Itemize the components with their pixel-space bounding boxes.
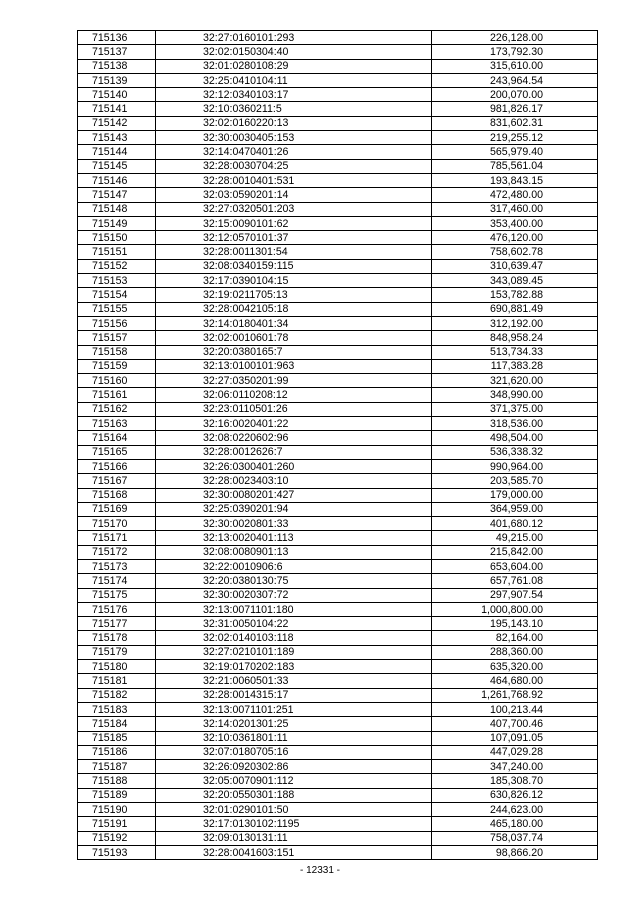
table-row (78, 431, 598, 445)
cadastral-number-cell: 32:28:0010401:531 (156, 173, 432, 187)
table-row (78, 645, 598, 659)
amount-cell: 513,734.33 (432, 345, 598, 359)
table-row (78, 545, 598, 559)
amount-cell: 107,091.05 (432, 731, 598, 745)
cadastral-number-cell: 32:16:0020401:22 (156, 417, 432, 431)
amount-cell: 536,338.32 (432, 445, 598, 459)
record-number-cell: 715140 (78, 88, 156, 102)
record-number-cell: 715186 (78, 745, 156, 759)
record-number-cell: 715180 (78, 660, 156, 674)
record-number-cell: 715183 (78, 702, 156, 716)
cadastral-number-cell: 32:30:0030405:153 (156, 131, 432, 145)
cadastral-number-cell: 32:17:0130102:1195 (156, 817, 432, 831)
amount-cell: 318,536.00 (432, 417, 598, 431)
amount-cell: 321,620.00 (432, 374, 598, 388)
cadastral-number-cell: 32:01:0280108:29 (156, 59, 432, 73)
cadastral-number-cell: 32:28:0014315:17 (156, 688, 432, 702)
cadastral-number-cell: 32:01:0290101:50 (156, 803, 432, 817)
record-number-cell: 715153 (78, 274, 156, 288)
cadastral-number-cell: 32:02:0140103:118 (156, 631, 432, 645)
table-row (78, 116, 598, 130)
data-table (77, 30, 598, 860)
table-row (78, 617, 598, 631)
record-number-cell: 715177 (78, 617, 156, 631)
table-row (78, 631, 598, 645)
cadastral-number-cell: 32:27:0350201:99 (156, 374, 432, 388)
table-row (78, 245, 598, 259)
table-row (78, 760, 598, 774)
record-number-cell: 715155 (78, 302, 156, 316)
record-number-cell: 715175 (78, 588, 156, 602)
record-number-cell: 715165 (78, 445, 156, 459)
table-row (78, 302, 598, 316)
record-number-cell: 715161 (78, 388, 156, 402)
amount-cell: 195,143.10 (432, 617, 598, 631)
table-row (78, 774, 598, 788)
record-number-cell: 715159 (78, 359, 156, 373)
amount-cell: 315,610.00 (432, 59, 598, 73)
cadastral-number-cell: 32:13:0071101:251 (156, 702, 432, 716)
amount-cell: 185,308.70 (432, 774, 598, 788)
table-row (78, 202, 598, 216)
amount-cell: 401,680.12 (432, 517, 598, 531)
table-row (78, 259, 598, 273)
amount-cell: 179,000.00 (432, 488, 598, 502)
record-number-cell: 715156 (78, 316, 156, 330)
record-number-cell: 715162 (78, 402, 156, 416)
amount-cell: 317,460.00 (432, 202, 598, 216)
amount-cell: 464,680.00 (432, 674, 598, 688)
cadastral-number-cell: 32:28:0030704:25 (156, 159, 432, 173)
table-row (78, 417, 598, 431)
amount-cell: 758,037.74 (432, 831, 598, 845)
record-number-cell: 715139 (78, 73, 156, 87)
record-number-cell: 715154 (78, 288, 156, 302)
record-number-cell: 715141 (78, 102, 156, 116)
cadastral-number-cell: 32:02:0150304:40 (156, 45, 432, 59)
cadastral-number-cell: 32:26:0300401:260 (156, 459, 432, 473)
amount-cell: 153,782.88 (432, 288, 598, 302)
amount-cell: 353,400.00 (432, 216, 598, 230)
record-number-cell: 715181 (78, 674, 156, 688)
table-row (78, 574, 598, 588)
record-number-cell: 715143 (78, 131, 156, 145)
amount-cell: 657,761.08 (432, 574, 598, 588)
table-row (78, 216, 598, 230)
table-row (78, 588, 598, 602)
record-number-cell: 715152 (78, 259, 156, 273)
amount-cell: 848,958.24 (432, 331, 598, 345)
cadastral-number-cell: 32:28:0023403:10 (156, 474, 432, 488)
amount-cell: 203,585.70 (432, 474, 598, 488)
table-row (78, 88, 598, 102)
table-row (78, 374, 598, 388)
page-number: - 12331 - (299, 865, 341, 876)
table-row (78, 145, 598, 159)
record-number-cell: 715173 (78, 559, 156, 573)
record-number-cell: 715169 (78, 502, 156, 516)
record-number-cell: 715150 (78, 231, 156, 245)
cadastral-number-cell: 32:14:0470401:26 (156, 145, 432, 159)
amount-cell: 990,964.00 (432, 459, 598, 473)
amount-cell: 173,792.30 (432, 45, 598, 59)
amount-cell: 215,842.00 (432, 545, 598, 559)
amount-cell: 347,240.00 (432, 760, 598, 774)
table-row (78, 474, 598, 488)
record-number-cell: 715184 (78, 717, 156, 731)
amount-cell: 200,070.00 (432, 88, 598, 102)
table-row (78, 517, 598, 531)
table-row (78, 445, 598, 459)
record-number-cell: 715137 (78, 45, 156, 59)
record-number-cell: 715144 (78, 145, 156, 159)
amount-cell: 407,700.46 (432, 717, 598, 731)
cadastral-number-cell: 32:30:0020307:72 (156, 588, 432, 602)
amount-cell: 472,480.00 (432, 188, 598, 202)
record-number-cell: 715167 (78, 474, 156, 488)
amount-cell: 1,261,768.92 (432, 688, 598, 702)
amount-cell: 348,990.00 (432, 388, 598, 402)
cadastral-number-cell: 32:27:0210101:189 (156, 645, 432, 659)
record-number-cell: 715187 (78, 760, 156, 774)
record-number-cell: 715163 (78, 417, 156, 431)
record-number-cell: 715158 (78, 345, 156, 359)
record-number-cell: 715176 (78, 602, 156, 616)
table-row (78, 388, 598, 402)
table-row (78, 345, 598, 359)
amount-cell: 630,826.12 (432, 788, 598, 802)
amount-cell: 193,843.15 (432, 173, 598, 187)
amount-cell: 653,604.00 (432, 559, 598, 573)
cadastral-number-cell: 32:08:0080901:13 (156, 545, 432, 559)
cadastral-number-cell: 32:28:0011301:54 (156, 245, 432, 259)
cadastral-number-cell: 32:14:0180401:34 (156, 316, 432, 330)
record-number-cell: 715174 (78, 574, 156, 588)
amount-cell: 343,089.45 (432, 274, 598, 288)
record-number-cell: 715188 (78, 774, 156, 788)
table-row (78, 674, 598, 688)
record-number-cell: 715190 (78, 803, 156, 817)
cadastral-number-cell: 32:28:0012626:7 (156, 445, 432, 459)
amount-cell: 312,192.00 (432, 316, 598, 330)
table-row (78, 702, 598, 716)
table-row (78, 173, 598, 187)
record-number-cell: 715138 (78, 59, 156, 73)
amount-cell: 297,907.54 (432, 588, 598, 602)
record-number-cell: 715193 (78, 845, 156, 859)
table-row (78, 359, 598, 373)
cadastral-number-cell: 32:20:0380165:7 (156, 345, 432, 359)
record-number-cell: 715166 (78, 459, 156, 473)
amount-cell: 758,602.78 (432, 245, 598, 259)
amount-cell: 226,128.00 (432, 31, 598, 45)
cadastral-number-cell: 32:07:0180705:16 (156, 745, 432, 759)
amount-cell: 117,383.28 (432, 359, 598, 373)
record-number-cell: 715164 (78, 431, 156, 445)
amount-cell: 465,180.00 (432, 817, 598, 831)
record-number-cell: 715178 (78, 631, 156, 645)
record-number-cell: 715136 (78, 31, 156, 45)
table-row (78, 402, 598, 416)
record-number-cell: 715151 (78, 245, 156, 259)
amount-cell: 690,881.49 (432, 302, 598, 316)
table-row (78, 231, 598, 245)
table-row (78, 131, 598, 145)
record-number-cell: 715157 (78, 331, 156, 345)
cadastral-number-cell: 32:10:0361801:11 (156, 731, 432, 745)
cadastral-number-cell: 32:27:0320501:203 (156, 202, 432, 216)
cadastral-number-cell: 32:13:0020401:113 (156, 531, 432, 545)
table-row (78, 45, 598, 59)
cadastral-number-cell: 32:22:0010906:6 (156, 559, 432, 573)
cadastral-number-cell: 32:02:0160220:13 (156, 116, 432, 130)
table-row (78, 31, 598, 45)
record-number-cell: 715170 (78, 517, 156, 531)
amount-cell: 831,602.31 (432, 116, 598, 130)
cadastral-number-cell: 32:19:0170202:183 (156, 660, 432, 674)
amount-cell: 785,561.04 (432, 159, 598, 173)
table-body (78, 31, 598, 860)
cadastral-number-cell: 32:08:0220602:96 (156, 431, 432, 445)
amount-cell: 82,164.00 (432, 631, 598, 645)
cadastral-number-cell: 32:25:0410104:11 (156, 73, 432, 87)
cadastral-number-cell: 32:20:0380130:75 (156, 574, 432, 588)
table-row (78, 602, 598, 616)
cadastral-number-cell: 32:06:0110208:12 (156, 388, 432, 402)
record-number-cell: 715171 (78, 531, 156, 545)
cadastral-number-cell: 32:02:0010601:78 (156, 331, 432, 345)
amount-cell: 219,255.12 (432, 131, 598, 145)
amount-cell: 243,964.54 (432, 73, 598, 87)
cadastral-number-cell: 32:14:0201301:25 (156, 717, 432, 731)
table-row (78, 559, 598, 573)
record-number-cell: 715179 (78, 645, 156, 659)
cadastral-number-cell: 32:30:0080201:427 (156, 488, 432, 502)
cadastral-number-cell: 32:13:0100101:963 (156, 359, 432, 373)
cadastral-number-cell: 32:12:0570101:37 (156, 231, 432, 245)
cadastral-number-cell: 32:21:0060501:33 (156, 674, 432, 688)
cadastral-number-cell: 32:03:0590201:14 (156, 188, 432, 202)
table-row (78, 831, 598, 845)
cadastral-number-cell: 32:23:0110501:26 (156, 402, 432, 416)
amount-cell: 371,375.00 (432, 402, 598, 416)
table-row (78, 502, 598, 516)
cadastral-number-cell: 32:10:0360211:5 (156, 102, 432, 116)
record-number-cell: 715145 (78, 159, 156, 173)
record-number-cell: 715147 (78, 188, 156, 202)
table-row (78, 788, 598, 802)
amount-cell: 49,215.00 (432, 531, 598, 545)
record-number-cell: 715142 (78, 116, 156, 130)
record-number-cell: 715172 (78, 545, 156, 559)
record-number-cell: 715149 (78, 216, 156, 230)
table-row (78, 331, 598, 345)
table-row (78, 731, 598, 745)
cadastral-number-cell: 32:15:0090101:62 (156, 216, 432, 230)
amount-cell: 288,360.00 (432, 645, 598, 659)
record-number-cell: 715182 (78, 688, 156, 702)
record-number-cell: 715160 (78, 374, 156, 388)
table-row (78, 803, 598, 817)
cadastral-number-cell: 32:08:0340159:115 (156, 259, 432, 273)
cadastral-number-cell: 32:25:0390201:94 (156, 502, 432, 516)
table-row (78, 288, 598, 302)
cadastral-number-cell: 32:17:0390104:15 (156, 274, 432, 288)
table-row (78, 159, 598, 173)
record-number-cell: 715168 (78, 488, 156, 502)
amount-cell: 635,320.00 (432, 660, 598, 674)
cadastral-number-cell: 32:09:0130131:11 (156, 831, 432, 845)
amount-cell: 1,000,800.00 (432, 602, 598, 616)
record-number-cell: 715189 (78, 788, 156, 802)
amount-cell: 364,959.00 (432, 502, 598, 516)
table-row (78, 688, 598, 702)
table-row (78, 531, 598, 545)
cadastral-number-cell: 32:19:0211705:13 (156, 288, 432, 302)
cadastral-number-cell: 32:27:0160101:293 (156, 31, 432, 45)
table-row (78, 102, 598, 116)
amount-cell: 310,639.47 (432, 259, 598, 273)
record-number-cell: 715148 (78, 202, 156, 216)
table-row (78, 459, 598, 473)
cadastral-number-cell: 32:30:0020801:33 (156, 517, 432, 531)
cadastral-number-cell: 32:05:0070901:112 (156, 774, 432, 788)
amount-cell: 498,504.00 (432, 431, 598, 445)
table-row (78, 73, 598, 87)
cadastral-number-cell: 32:26:0920302:86 (156, 760, 432, 774)
table-row (78, 316, 598, 330)
amount-cell: 447,029.28 (432, 745, 598, 759)
table-row (78, 660, 598, 674)
record-number-cell: 715191 (78, 817, 156, 831)
table-row (78, 188, 598, 202)
table-row (78, 717, 598, 731)
table-row (78, 59, 598, 73)
cadastral-number-cell: 32:28:0041603:151 (156, 845, 432, 859)
amount-cell: 100,213.44 (432, 702, 598, 716)
amount-cell: 565,979.40 (432, 145, 598, 159)
record-number-cell: 715185 (78, 731, 156, 745)
cadastral-number-cell: 32:20:0550301:188 (156, 788, 432, 802)
amount-cell: 244,623.00 (432, 803, 598, 817)
cadastral-number-cell: 32:31:0050104:22 (156, 617, 432, 631)
table-row (78, 817, 598, 831)
amount-cell: 981,826.17 (432, 102, 598, 116)
cadastral-number-cell: 32:13:0071101:180 (156, 602, 432, 616)
table-row (78, 274, 598, 288)
cadastral-number-cell: 32:28:0042105:18 (156, 302, 432, 316)
table-row (78, 745, 598, 759)
table-row (78, 845, 598, 859)
table-row (78, 488, 598, 502)
cadastral-number-cell: 32:12:0340103:17 (156, 88, 432, 102)
amount-cell: 98,866.20 (432, 845, 598, 859)
record-number-cell: 715146 (78, 173, 156, 187)
record-number-cell: 715192 (78, 831, 156, 845)
amount-cell: 476,120.00 (432, 231, 598, 245)
